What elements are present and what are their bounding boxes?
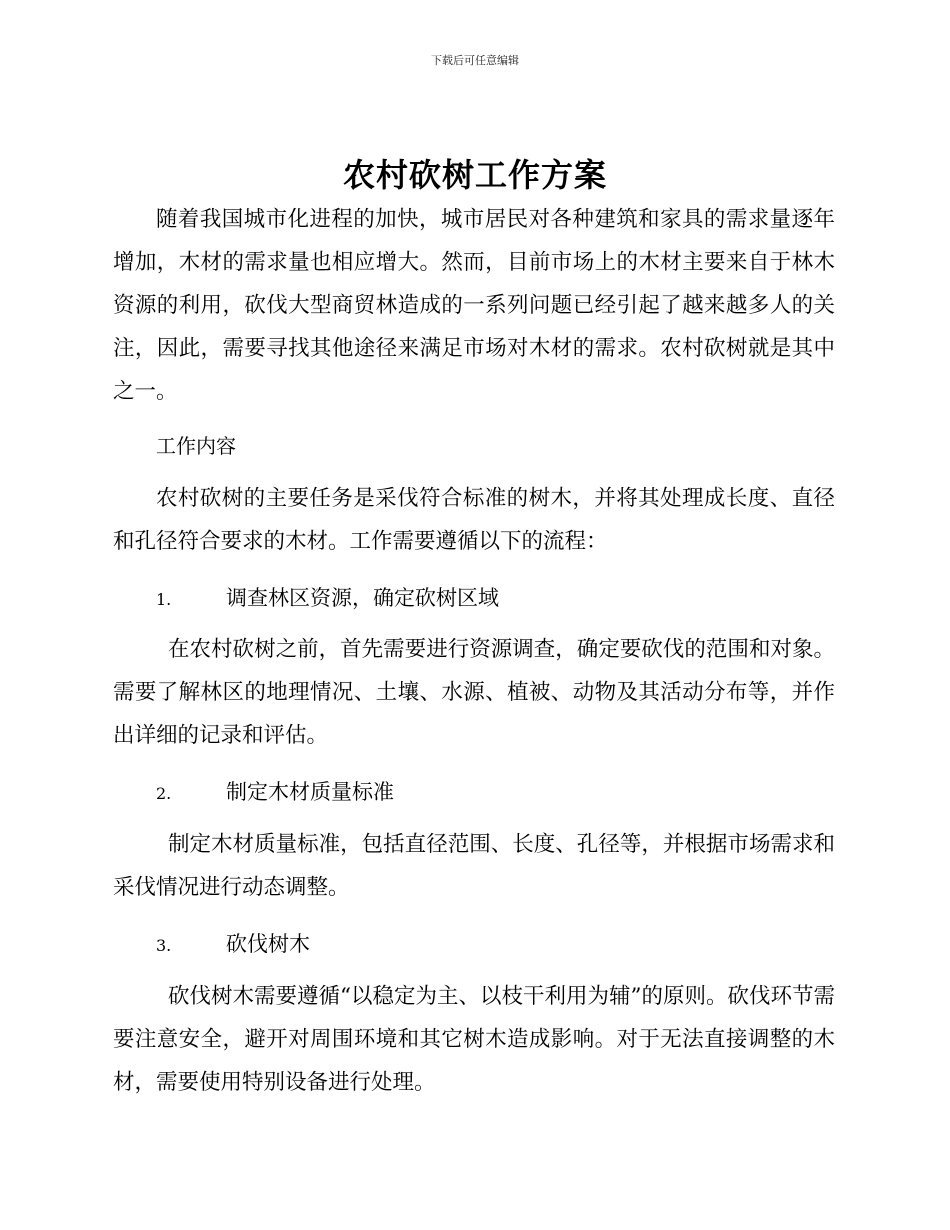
step-2-heading: [156, 776, 394, 806]
step-3-title: 砍伐树木: [226, 932, 310, 956]
section-intro-paragraph: 农村砍树的主要任务是采伐符合标准的树木，并将其处理成长度、直径和孔径符合要求的木材。工作需要遵循以下的流程：: [113, 486, 835, 554]
step-1-heading: [156, 582, 499, 612]
step-3-paragraph: 砍伐树木需要遵循“以稳定为主、以枝干利用为辅”的原则。砍伐环节需要注意安全，避开对周围环境和其它树木造成影响。对于无法直接调整的木材，需要使用特别设备进行处理。: [113, 984, 835, 1095]
document-title: 农村砍树工作方案: [342, 156, 607, 194]
page-header-note: 下载后可任意编辑: [431, 54, 519, 67]
step-3-heading: [156, 928, 310, 958]
step-1-title: 调查林区资源，确定砍树区域: [226, 586, 499, 610]
section-heading: 工作内容: [156, 434, 236, 458]
step-1-number: 1.: [156, 590, 172, 609]
step-2-number: 2.: [156, 784, 172, 803]
step-1-paragraph: 在农村砍树之前，首先需要进行资源调查，确定要砍伐的范围和对象。需要了解林区的地理情况、土壤、水源、植被、动物及其活动分布等，并作出详细的记录和评估。: [113, 637, 835, 748]
step-2-title: 制定木材质量标准: [226, 780, 394, 804]
step-2-paragraph: 制定木材质量标准，包括直径范围、长度、孔径等，并根据市场需求和采伐情况进行动态调整。: [113, 832, 835, 900]
step-3-number: 3.: [156, 936, 172, 955]
intro-paragraph: 随着我国城市化进程的加快，城市居民对各种建筑和家具的需求量逐年增加，木材的需求量也相应增大。然而，目前市场上的木材主要来自于林木资源的利用，砍伐大型商贸林造成的一系列问题已经引起了越来越多人的关注，因此，需要寻找其他途径来满足市场对木材的需求。农村砍树就是其中之一。: [113, 207, 835, 404]
